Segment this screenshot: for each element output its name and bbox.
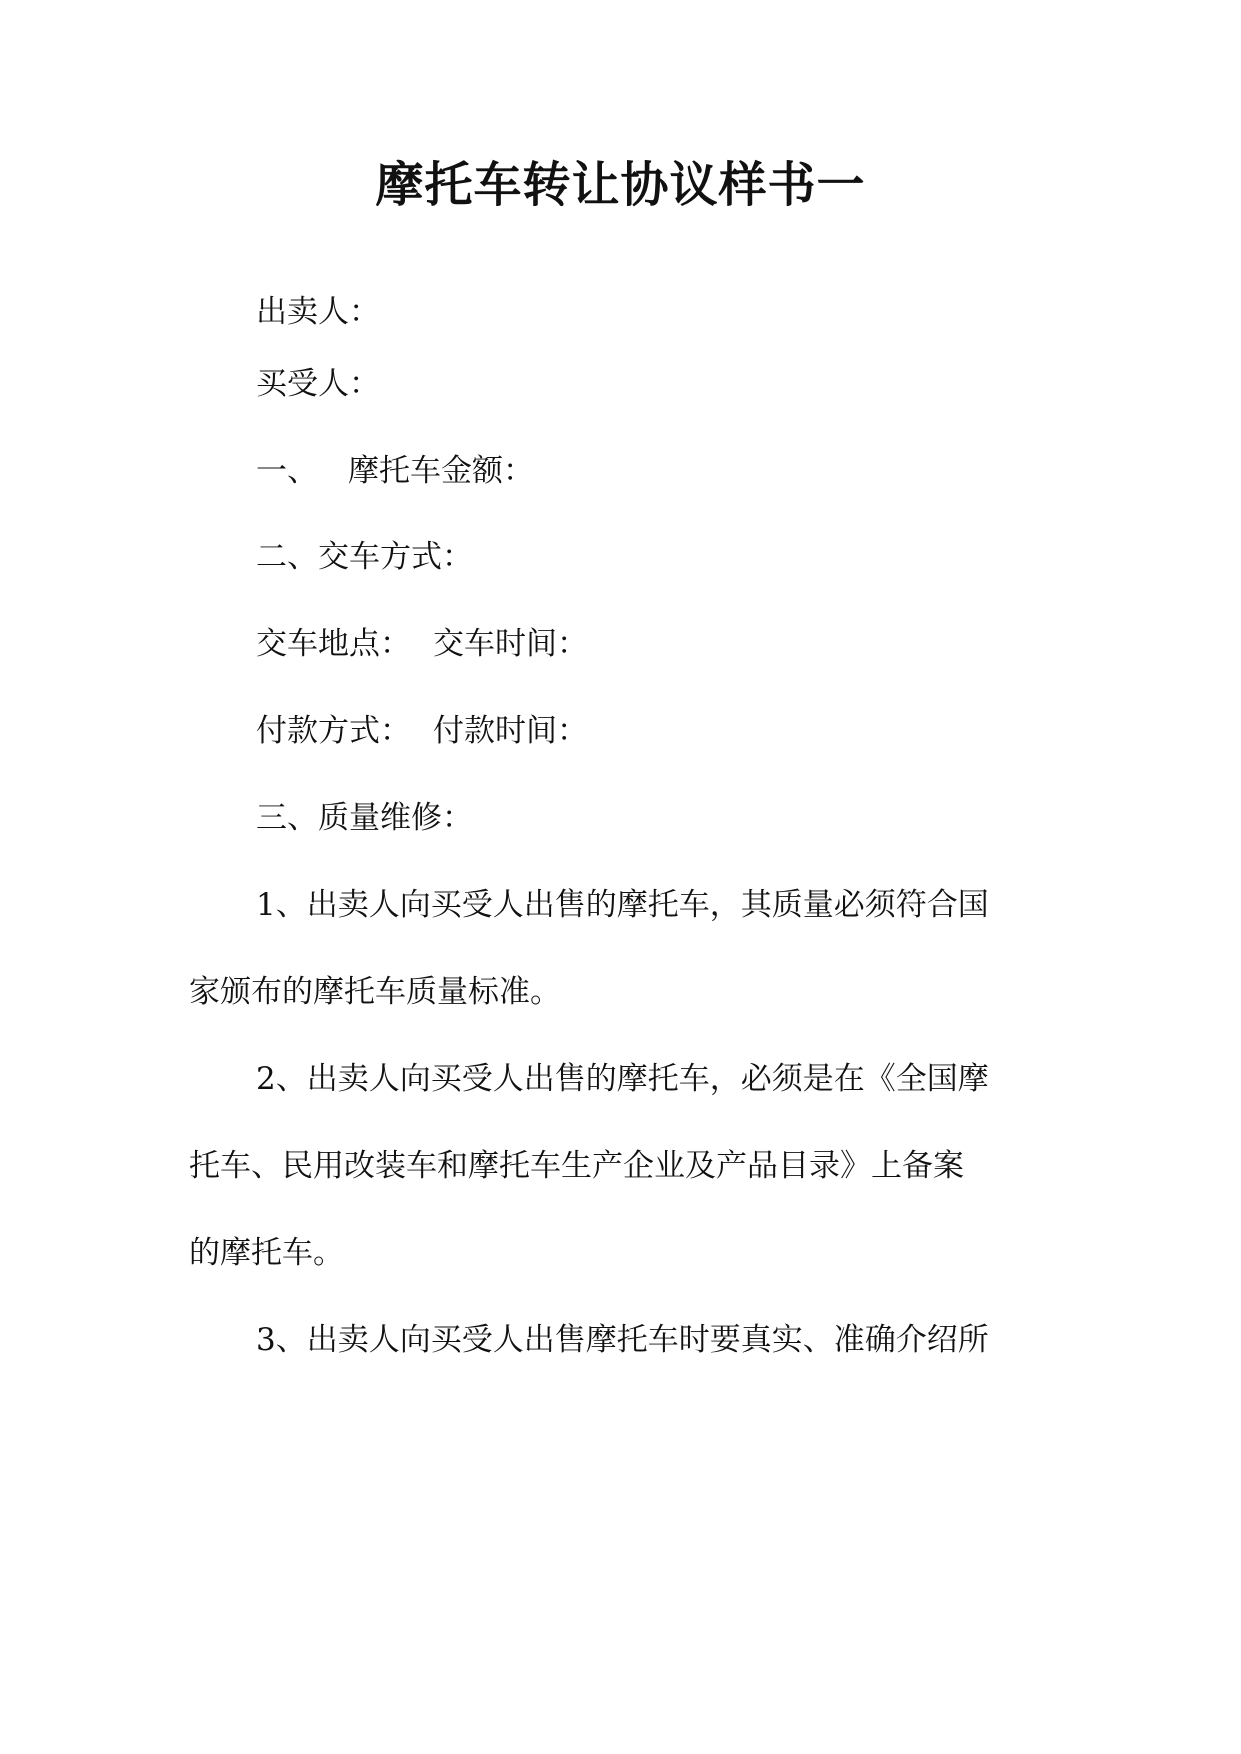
payment-method-label: 付款方式：: [256, 713, 411, 749]
motorcycle-amount-label: 摩托车金额：: [348, 453, 534, 489]
payment-time-label: 付款时间：: [433, 713, 588, 749]
section-one-heading: [256, 449, 534, 493]
seller-field-label: 出卖人：: [256, 294, 380, 330]
clause-1-line-1: 1、出卖人向买受人出售的摩托车，其质量必须符合国: [256, 887, 989, 923]
document-title: 摩托车转让协议样书一: [375, 157, 866, 213]
delivery-details-line: [256, 622, 588, 666]
payment-details-line: [256, 709, 588, 753]
delivery-place-label: 交车地点：: [256, 626, 411, 662]
clause-3-line-1: 3、出卖人向买受人出售摩托车时要真实、准确介绍所: [256, 1322, 989, 1358]
clause-2-line-1: 2、出卖人向买受人出售的摩托车，必须是在《全国摩: [256, 1061, 989, 1097]
section-two-heading: 二、交车方式：: [256, 539, 473, 575]
delivery-time-label: 交车时间：: [433, 626, 588, 662]
clause-2-line-2: 托车、民用改装车和摩托车生产企业及产品目录》上备案: [189, 1148, 964, 1184]
clause-1-line-2: 家颁布的摩托车质量标准。: [189, 974, 561, 1010]
section-one-number: 一、: [256, 453, 318, 489]
clause-2-line-3: 的摩托车。: [189, 1235, 344, 1271]
buyer-field-label: 买受人：: [256, 366, 380, 402]
section-three-heading: 三、质量维修：: [256, 800, 473, 836]
